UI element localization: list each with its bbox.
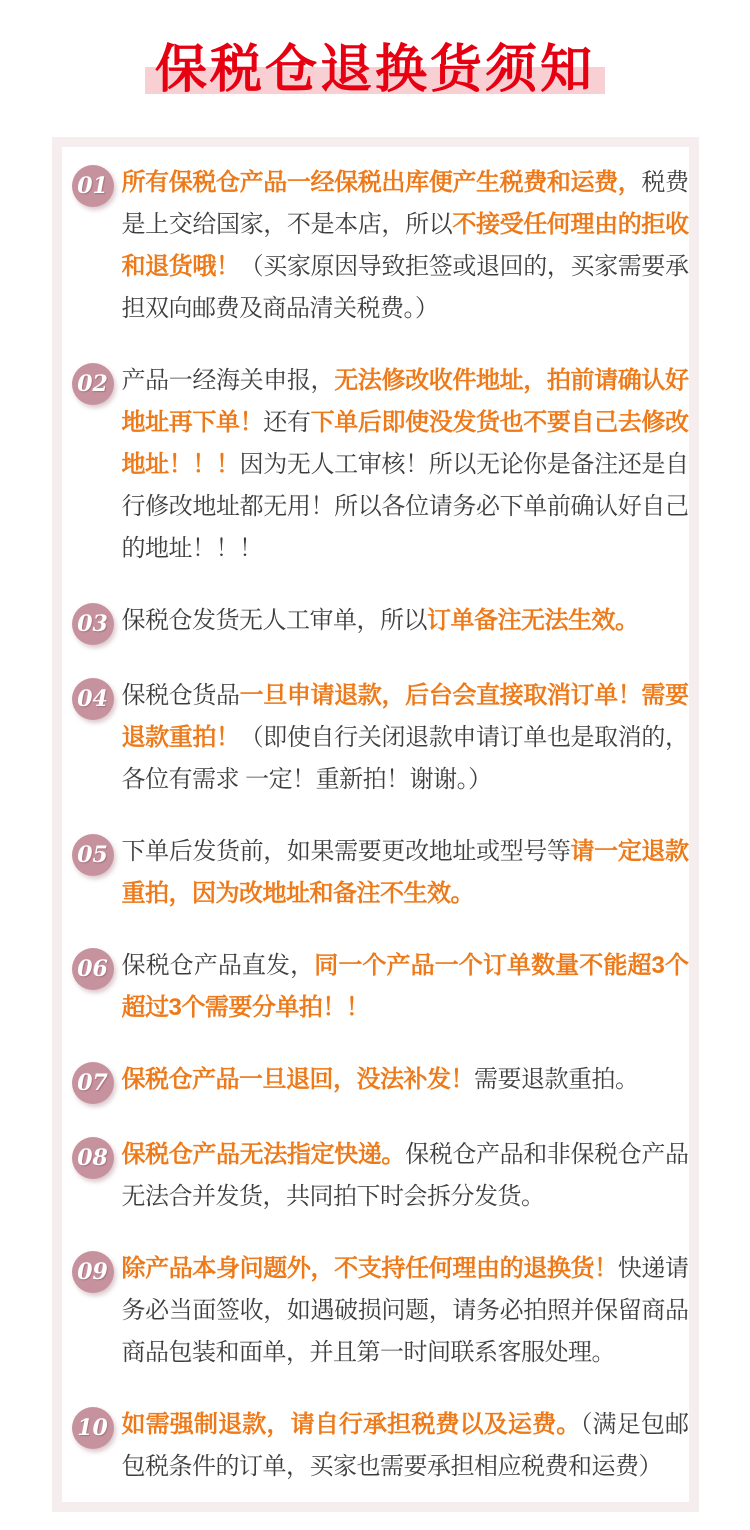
notice-number-badge: 03 (72, 603, 114, 645)
notice-number-badge: 09 (72, 1251, 114, 1293)
plain-text-segment: 保税仓发货无人工审单，所以 (121, 607, 427, 634)
highlighted-text-segment: 下单后即使没发货也不要自己去修改地址！！！ (121, 409, 689, 478)
plain-text-segment: （满足包邮包税条件的订单，买家也需要承担相应税费和运费） (121, 1411, 689, 1480)
notice-text (122, 1059, 689, 1101)
notice-number-badge: 04 (72, 678, 114, 720)
notice-board (52, 137, 699, 1512)
plain-text-segment: 快递请务必当面签收，如遇破损问题，请务必拍照并保留商品商品包装和面单，并且第一时间联系客服处理。 (121, 1255, 689, 1366)
plain-text-segment: 产品一经海关申报， (121, 367, 335, 394)
notice-number-badge: 05 (72, 834, 114, 876)
notice-number-badge: 02 (72, 363, 114, 405)
notice-number-badge: 08 (72, 1137, 114, 1179)
plain-text-segment: 还有 (263, 409, 311, 436)
notice-item-05 (72, 831, 689, 915)
plain-text-segment: （即使自行关闭退款申请订单也是取消的，各位有需求 一定！重新拍！谢谢。） (121, 724, 689, 793)
notice-number-badge: 10 (72, 1407, 114, 1449)
highlighted-text-segment: 订单备注无法生效。 (427, 607, 639, 634)
highlighted-text-segment: 保税仓产品一旦退回，没法补发！ (121, 1066, 474, 1093)
notice-text (122, 162, 689, 330)
notice-item-04 (72, 675, 689, 801)
notice-text (122, 1134, 689, 1218)
notice-text (122, 945, 689, 1029)
notice-item-07 (72, 1059, 689, 1104)
notice-text (122, 600, 689, 642)
notice-number-badge: 06 (72, 948, 114, 990)
highlighted-text-segment: 不接受任何理由的拒收和退货哦！ (121, 211, 689, 280)
highlighted-text-segment: 同一个产品一个订单数量不能超3个超过3个需要分单拍！！ (121, 952, 689, 1021)
notice-item-08 (72, 1134, 689, 1218)
highlighted-text-segment: 如需强制退款，请自行承担税费以及运费。 (121, 1411, 581, 1438)
notice-item-10 (72, 1404, 689, 1488)
title-wrap (0, 0, 750, 98)
highlighted-text-segment: 除产品本身问题外，不支持任何理由的退换货！ (121, 1255, 618, 1282)
highlighted-text-segment: 保税仓产品无法指定快递。 (121, 1141, 406, 1168)
plain-text-segment: 下单后发货前，如果需要更改地址或型号等 (121, 838, 571, 865)
plain-text-segment: 保税仓产品直发， (121, 952, 315, 979)
notice-number-badge: 01 (72, 165, 114, 207)
notice-item-02 (72, 360, 689, 570)
notice-number-badge: 07 (72, 1062, 114, 1104)
highlighted-text-segment: 请一定退款重拍，因为改地址和备注不生效。 (121, 838, 689, 907)
notice-item-09 (72, 1248, 689, 1374)
notice-text (122, 675, 689, 801)
notice-item-06 (72, 945, 689, 1029)
plain-text-segment: 税费是上交给国家，不是本店，所以 (121, 169, 689, 238)
plain-text-segment: 保税仓货品 (121, 682, 240, 709)
plain-text-segment: 因为无人工审核！所以无论你是备注还是自行修改地址都无用！所以各位请务必下单前确认好自己的地址！！！ (121, 451, 689, 562)
highlighted-text-segment: 所有保税仓产品一经保税出库便产生税费和运费， (121, 169, 642, 196)
plain-text-segment: （买家原因导致拒签或退回的，买家需要承担双向邮费及商品清关税费。） (121, 253, 689, 322)
plain-text-segment: 需要退款重拍。 (474, 1066, 639, 1093)
highlighted-text-segment: 一旦申请退款，后台会直接取消订单！需要退款重拍！ (121, 682, 689, 751)
notice-text (122, 831, 689, 915)
notice-item-01 (72, 162, 689, 330)
notice-text (122, 1248, 689, 1374)
plain-text-segment: 保税仓产品和非保税仓产品无法合并发货，共同拍下时会拆分发货。 (121, 1141, 689, 1210)
notice-text (122, 360, 689, 570)
highlighted-text-segment: 无法修改收件地址，拍前请确认好地址再下单！ (121, 367, 689, 436)
page-title: 保税仓退换货须知 (145, 42, 605, 98)
notice-text (122, 1404, 689, 1488)
notice-item-03 (72, 600, 689, 645)
